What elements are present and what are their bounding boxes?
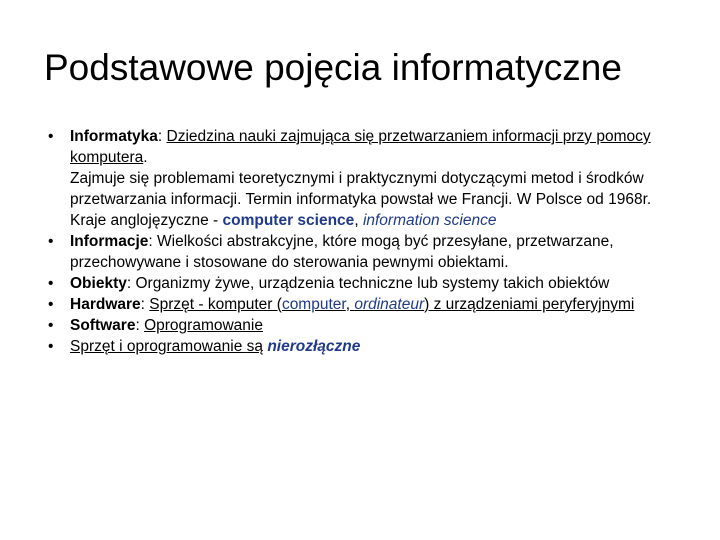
list-item-informacje	[48, 231, 708, 273]
bullet-icon: •	[48, 296, 54, 313]
comma: ,	[354, 212, 363, 229]
word-ordinateur: ordinateur	[354, 296, 425, 313]
def-obiekty: : Organizmy żywe, urządzenia techniczne lub systemy takich obiektów	[126, 275, 610, 292]
def-informacje: : Wielkości abstrakcyjne, które mogą być przesyłane, przetwarzane, przechowywane i stosowane do sterowania pewnymi obiektami.	[70, 233, 614, 271]
list-item-informatyka	[48, 126, 708, 231]
bullet-icon: •	[48, 338, 54, 355]
def-software: Oprogramowanie	[144, 317, 263, 334]
period: .	[143, 149, 148, 166]
term-software: Software	[70, 317, 136, 334]
def-informatyka: Dziedzina nauki zajmująca się przetwarzaniem informacji przy pomocy komputera	[70, 128, 651, 166]
informatyka-detail: Zajmuje się problemami teoretycznymi i praktycznymi dotyczącymi metod i środków przetwarzania informacji. Termin informatyka powstał we Francji. W Polsce od 1968r.	[70, 170, 652, 208]
term-informacje: Informacje	[70, 233, 149, 250]
informatyka-english	[70, 210, 708, 231]
sprzet-text: Sprzęt i oprogramowanie	[70, 338, 247, 355]
hardware-part2: ) z urządzeniami peryferyjnymi	[424, 296, 635, 313]
information-science: information science	[362, 212, 497, 229]
word-sa: są	[246, 338, 263, 355]
word-nierozlaczne: nierozłączne	[267, 338, 361, 355]
term-informatyka: Informatyka	[70, 128, 158, 145]
bullet-icon: •	[48, 317, 54, 334]
separator: :	[135, 317, 145, 334]
word-computer: computer	[281, 296, 346, 313]
list-item-sprzet	[48, 336, 708, 357]
separator: :	[157, 128, 167, 145]
list-item-hardware	[48, 294, 708, 315]
def-hardware	[149, 296, 634, 313]
definition-list	[48, 126, 708, 357]
comma: ,	[345, 296, 355, 313]
list-item-obiekty	[48, 273, 708, 294]
bullet-icon: •	[48, 275, 54, 292]
term-hardware: Hardware	[70, 296, 141, 313]
hardware-part1: Sprzęt - komputer (	[149, 296, 282, 313]
list-item-software	[48, 315, 708, 336]
bullet-icon: •	[48, 233, 54, 250]
computer-science: computer science	[222, 212, 355, 229]
slide-title: Podstawowe pojęcia informatyczne	[44, 47, 622, 88]
bullet-icon: •	[48, 128, 54, 145]
term-obiekty: Obiekty	[70, 275, 127, 292]
english-prefix: Kraje anglojęzyczne -	[70, 212, 223, 229]
separator: :	[140, 296, 150, 313]
